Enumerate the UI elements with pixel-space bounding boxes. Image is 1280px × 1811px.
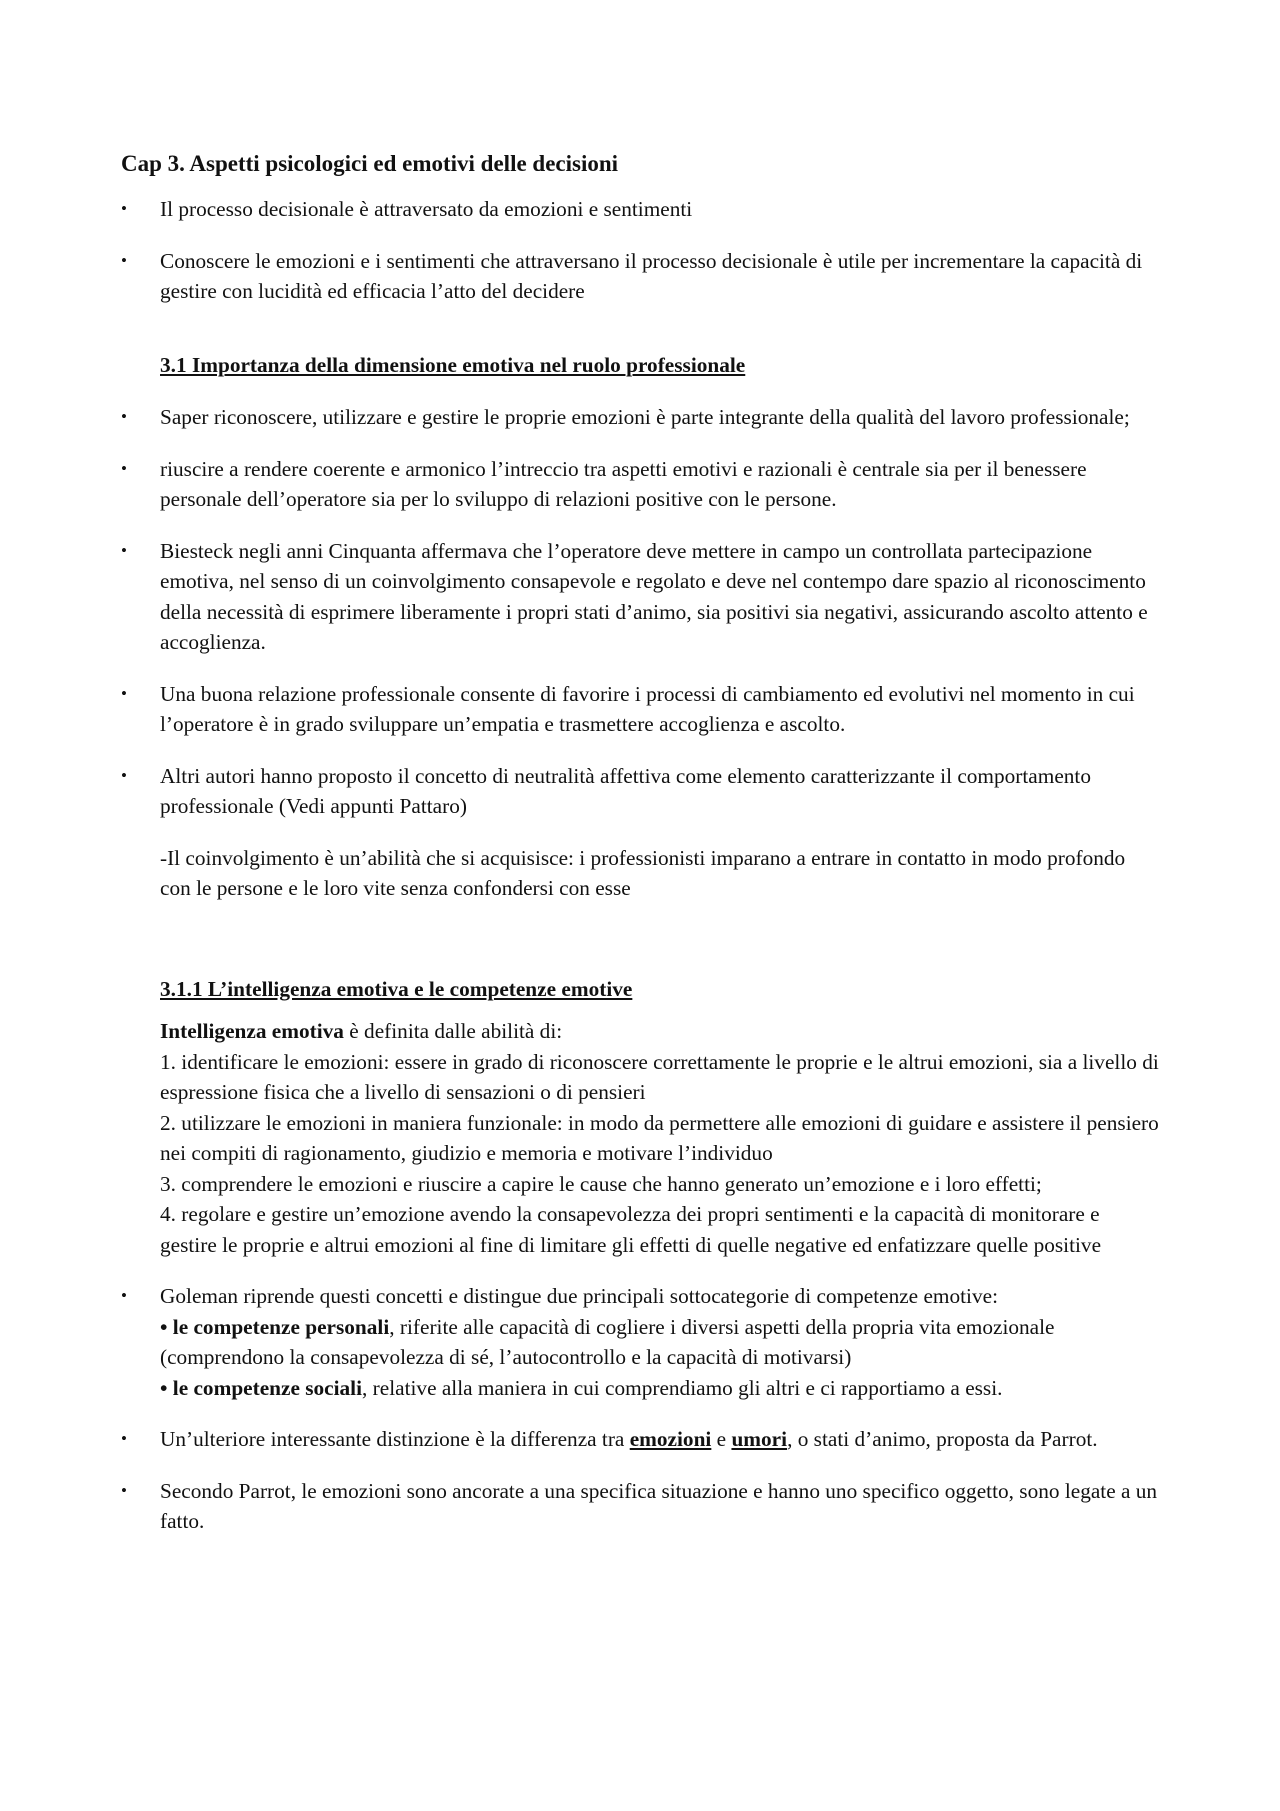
parrot-text-a: Un’ulteriore interessante distinzione è la differenza tra	[160, 1427, 630, 1451]
list-item: • Il processo decisionale è attraversato da emozioni e sentimenti	[121, 194, 1161, 225]
ie-term: Intelligenza emotiva	[160, 1019, 344, 1043]
social-competences	[160, 1373, 1161, 1404]
ie-definition: è definita dalle abilità di:	[343, 1019, 563, 1043]
list-item: • Una buona relazione professionale consente di favorire i processi di cambiamento ed evolutivi nel momento in cui l’operatore è in grado sviluppare un’empatia e trasmettere accoglienza e ascolto.	[121, 679, 1161, 740]
ie-intro-line	[160, 1016, 1161, 1047]
ie-item: 3. comprendere le emozioni e riuscire a capire le cause che hanno generato un’emozione e i loro effetti;	[160, 1171, 1042, 1196]
personal-competences-term: • le competenze personali	[160, 1314, 390, 1339]
list-item-goleman	[121, 1281, 1161, 1403]
umori-term: umori	[731, 1427, 788, 1451]
chapter-title: Cap 3. Aspetti psicologici ed emotivi delle decisioni	[121, 151, 619, 176]
parrot-and: e	[711, 1427, 732, 1451]
social-competences-term: • le competenze sociali	[160, 1375, 363, 1400]
ie-item: 4. regolare e gestire un’emozione avendo la consapevolezza dei propri sentimenti e la capacità di monitorare e gestire le proprie e altrui emozioni al fine di limitare gli effetti di quelle negative ed enfatizzare quelle positive	[160, 1202, 1102, 1257]
personal-competences	[160, 1312, 1161, 1373]
section-heading-3-1-1: 3.1.1 L’intelligenza emotiva e le competenze emotive	[160, 976, 633, 1001]
list-item: • Altri autori hanno proposto il concetto di neutralità affettiva come elemento caratterizzante il comportamento professionale (Vedi appunti Pattaro)	[121, 761, 1161, 822]
list-item: • Saper riconoscere, utilizzare e gestire le proprie emozioni è parte integrante della qualità del lavoro professionale;	[121, 402, 1161, 433]
emotional-intelligence-definition	[121, 1016, 1161, 1260]
goleman-intro: • Goleman riprende questi concetti e distingue due principali sottocategorie di competenze emotive:	[160, 1284, 998, 1308]
personal-competences-desc: , riferite alle capacità di cogliere i diversi aspetti della propria vita emozionale (comprendono la consapevolezza di sé, l’autocontrollo e la capacità di motivarsi)	[160, 1314, 1055, 1369]
section-heading-3-1: 3.1 Importanza della dimensione emotiva nel ruolo professionale	[160, 352, 746, 377]
ie-item: 1. identificare le emozioni: essere in grado di riconoscere correttamente le proprie e le altrui emozioni, sia a livello di espressione fisica che a livello di sensazioni o di pensieri	[160, 1049, 1159, 1104]
emozioni-term: emozioni	[629, 1427, 712, 1451]
list-item-parrot	[121, 1424, 1161, 1455]
note-paragraph: -Il coinvolgimento è un’abilità che si acquisisce: i professionisti imparano a entrare in contatto in modo profondo con le persone e le loro vite senza confondersi con esse	[160, 845, 1126, 900]
list-item: • riuscire a rendere coerente e armonico l’intreccio tra aspetti emotivi e razionali è centrale sia per il benessere personale dell’operatore sia per lo sviluppo di relazioni positive con le persone.	[121, 454, 1161, 515]
parrot-text-b: , o stati d’animo, proposta da Parrot.	[787, 1427, 1098, 1451]
ie-item: 2. utilizzare le emozioni in maniera funzionale: in modo da permettere alle emozioni di guidare e assistere il pensiero nei compiti di ragionamento, giudizio e memoria e motivare l’individuo	[160, 1110, 1159, 1165]
list-item: • Conoscere le emozioni e i sentimenti che attraversano il processo decisionale è utile per incrementare la capacità di gestire con lucidità ed efficacia l’atto del decidere	[121, 246, 1161, 307]
list-item: • Biesteck negli anni Cinquanta affermava che l’operatore deve mettere in campo un controllata partecipazione emotiva, nel senso di un coinvolgimento consapevole e regolato e deve nel contempo dare spazio al riconoscimento della necessità di esprimere liberamente i propri stati d’animo, sia positivi sia negativi, assicurando ascolto attento e accoglienza.	[121, 536, 1161, 658]
list-item: • Secondo Parrot, le emozioni sono ancorate a una specifica situazione e hanno uno specifico oggetto, sono legate a un fatto.	[121, 1476, 1161, 1537]
social-competences-desc: , relative alla maniera in cui comprendiamo gli altri e ci rapportiamo a essi.	[362, 1375, 1003, 1400]
document-content	[121, 148, 1161, 1558]
